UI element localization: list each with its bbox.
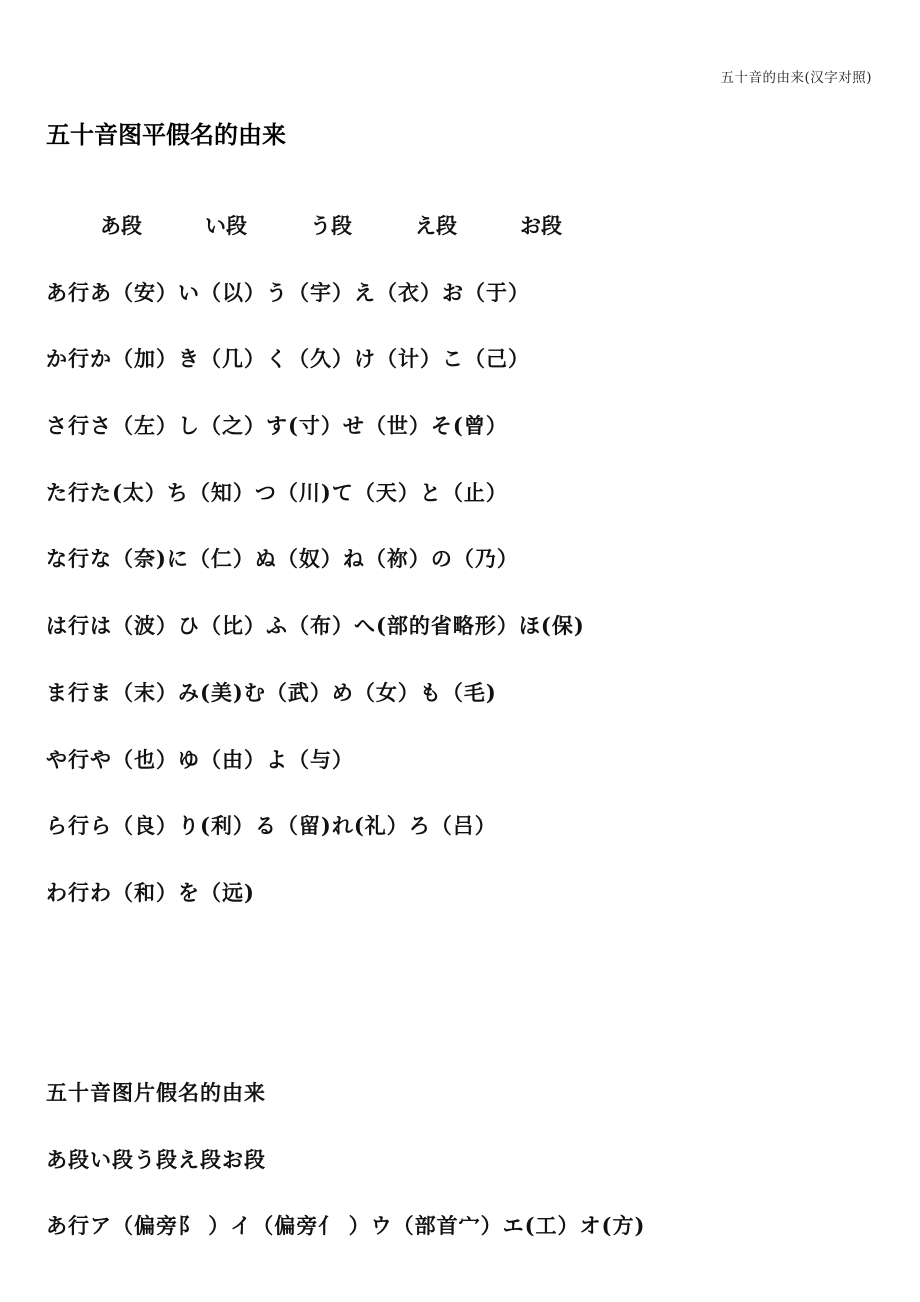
hiragana-row-ka: か行か（加）き（几）く（久）け（计）こ（己） [46,346,530,371]
hiragana-row-ma: ま行ま（末）み(美)む（武）め（女）も（毛) [46,680,497,705]
hiragana-row-ta: た行た(太）ち（知）つ（川)て（天）と（止） [46,480,508,505]
hiragana-row-ya: や行や（也）ゆ（由）よ（与） [46,747,354,772]
hiragana-row-ra: ら行ら（良）り(利）る（留)れ(礼）ろ（吕） [46,813,497,838]
hiragana-column-headers [100,210,700,240]
katakana-section-title: 五十音图片假名的由来 [46,1080,266,1105]
hiragana-row-wa: わ行わ（和）を（远) [46,880,255,905]
katakana-column-headers: あ段い段う段え段お段 [46,1147,266,1172]
katakana-row-a: あ行ア（偏旁阝 ）イ（偏旁亻 ）ウ（部首宀）エ(工）オ(方) [46,1213,646,1238]
hiragana-row-sa: さ行さ（左）し（之）す(寸）せ（世）そ(曾） [46,413,508,438]
column-header-a: あ段 [100,213,142,238]
column-header-e: え段 [415,213,457,238]
hiragana-section-title: 五十音图平假名的由来 [46,121,286,149]
page-header: 五十音的由来(汉字对照) [720,70,872,86]
column-header-u: う段 [310,213,352,238]
column-header-i: い段 [205,213,247,238]
hiragana-row-a: あ行あ（安）い（以）う（宇）え（衣）お（于） [46,280,530,305]
column-header-o: お段 [520,213,562,238]
hiragana-row-na: な行な（奈)に（仁）ぬ（奴）ね（祢）の（乃） [46,546,519,571]
hiragana-row-ha: は行は（波）ひ（比）ふ（布）へ(部的省略形）ほ(保) [46,613,585,638]
